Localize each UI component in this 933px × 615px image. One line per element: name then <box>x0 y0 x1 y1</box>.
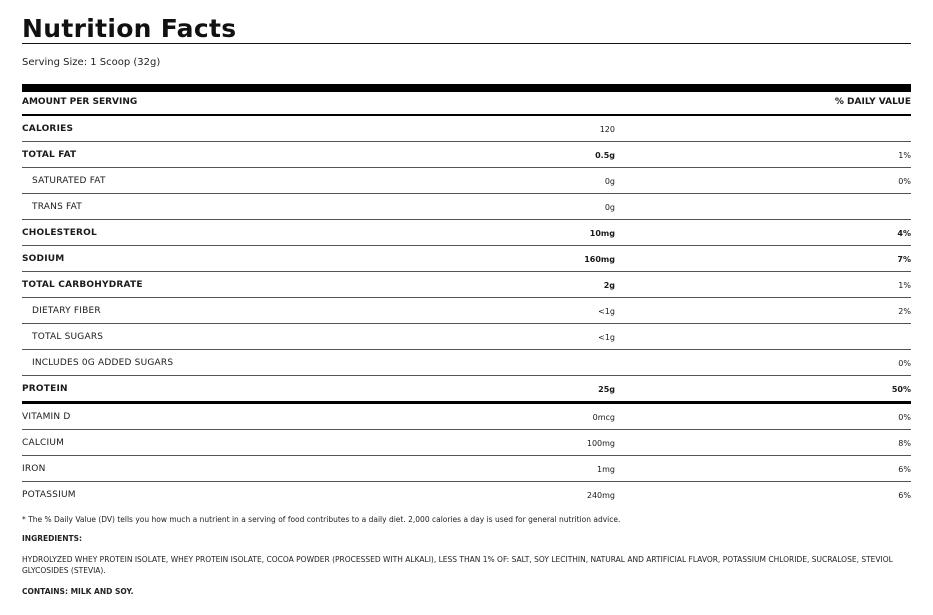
nutrient-dv: 50% <box>891 385 911 394</box>
nutrient-amount: 10mg <box>589 229 615 238</box>
thick-divider <box>22 84 911 92</box>
nutrient-dv: 6% <box>898 465 911 474</box>
table-row <box>22 350 911 376</box>
nutrient-amount: <1g <box>598 333 615 342</box>
nutrient-amount: 1mg <box>597 465 615 474</box>
nutrient-name: IRON <box>22 464 46 474</box>
nutrient-amount: 0g <box>604 177 615 186</box>
nutrient-name: INCLUDES 0G ADDED SUGARS <box>32 358 174 368</box>
daily-value-footnote: * The % Daily Value (DV) tells you how much a nutrient in a serving of food contributes to a daily diet. 2,000 calories a day is used for general nutrition advice. <box>22 515 621 524</box>
table-row <box>22 272 911 298</box>
nutrient-name: CALORIES <box>22 124 74 134</box>
nutrient-amount: 0.5g <box>595 151 615 160</box>
nutrient-name: POTASSIUM <box>22 490 76 500</box>
title-divider <box>22 43 911 44</box>
nutrient-name: CHOLESTEROL <box>22 228 97 238</box>
allergen-statement: CONTAINS: MILK AND SOY. <box>22 587 134 596</box>
nutrient-amount: 240mg <box>586 491 615 500</box>
nutrient-amount: 2g <box>603 281 615 290</box>
nutrient-name: PROTEIN <box>22 384 68 394</box>
header-daily-value: % DAILY VALUE <box>834 97 911 107</box>
nutrient-dv: 0% <box>898 413 911 422</box>
nutrient-dv: 0% <box>898 177 911 186</box>
nutrient-name: VITAMIN D <box>22 412 71 422</box>
page-title: Nutrition Facts <box>22 14 237 43</box>
table-row <box>22 220 911 246</box>
nutrient-name: TOTAL SUGARS <box>32 332 104 342</box>
nutrient-dv: 2% <box>898 307 911 316</box>
nutrient-name: TRANS FAT <box>32 202 82 212</box>
table-row <box>22 246 911 272</box>
table-header <box>22 92 911 116</box>
ingredients-text: HYDROLYZED WHEY PROTEIN ISOLATE, WHEY PROTEIN ISOLATE, COCOA POWDER (PROCESSED WITH ALKALI), LESS THAN 1% OF: SALT, SOY LECITHIN, NATURAL AND ARTIFICIAL FLAVOR, POTASSIUM CHLORIDE, SUCRALOSE, STEVIOL GLYCOSIDES (STEVIA). <box>22 555 893 575</box>
nutrient-dv: 8% <box>898 439 911 448</box>
nutrient-dv: 7% <box>897 255 911 264</box>
serving-size: Serving Size: 1 Scoop (32g) <box>22 57 161 68</box>
table-row <box>22 116 911 142</box>
nutrient-name: CALCIUM <box>22 438 65 448</box>
nutrient-dv: 1% <box>898 151 911 160</box>
nutrient-name: SODIUM <box>22 254 65 264</box>
table-row <box>22 168 911 194</box>
nutrient-amount: 0mcg <box>592 413 615 422</box>
table-row <box>22 298 911 324</box>
nutrient-amount: 160mg <box>584 255 615 264</box>
table-row <box>22 194 911 220</box>
nutrient-name: TOTAL FAT <box>22 150 77 160</box>
nutrient-dv: 1% <box>898 281 911 290</box>
nutrient-name: TOTAL CARBOHYDRATE <box>22 280 143 290</box>
nutrient-amount: 25g <box>598 385 615 394</box>
nutrient-amount: 0g <box>604 203 615 212</box>
nutrient-amount: 100mg <box>586 439 615 448</box>
table-row <box>22 430 911 456</box>
nutrient-dv: 0% <box>898 359 911 368</box>
nutrient-name: SATURATED FAT <box>32 176 106 186</box>
table-row <box>22 404 911 430</box>
header-amount-per-serving: AMOUNT PER SERVING <box>22 97 138 107</box>
nutrient-dv: 4% <box>897 229 911 238</box>
table-row <box>22 482 911 508</box>
nutrient-amount: <1g <box>598 307 615 316</box>
table-row <box>22 324 911 350</box>
table-row <box>22 142 911 168</box>
nutrient-amount: 120 <box>599 125 615 134</box>
table-row <box>22 456 911 482</box>
table-row <box>22 376 911 404</box>
nutrient-dv: 6% <box>898 491 911 500</box>
ingredients-label: INGREDIENTS: <box>22 534 83 543</box>
nutrient-name: DIETARY FIBER <box>32 306 101 316</box>
